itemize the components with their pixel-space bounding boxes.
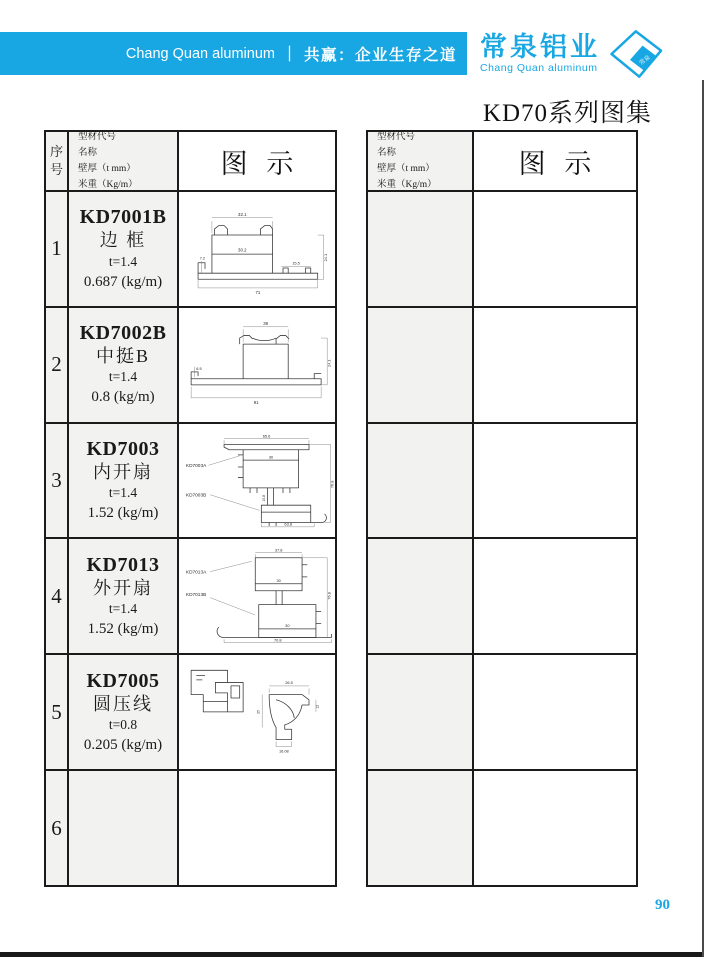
header-seq xyxy=(46,132,67,190)
row-info-empty xyxy=(368,424,472,538)
profile-weight: 0.8 (kg/m) xyxy=(91,389,155,406)
row-diagram-cell xyxy=(177,655,335,769)
row-info-empty xyxy=(368,655,472,769)
svg-text:30: 30 xyxy=(276,578,281,584)
row-info-empty xyxy=(368,539,472,653)
svg-text:70.8: 70.8 xyxy=(274,637,282,643)
table-row-4 xyxy=(46,537,335,653)
table-row-3 xyxy=(46,422,335,538)
svg-text:76.8: 76.8 xyxy=(326,592,332,601)
profile-weight: 1.52 (kg/m) xyxy=(87,505,159,522)
table-row-2 xyxy=(46,306,335,422)
header-diagram: 图 示 xyxy=(177,132,335,190)
svg-text:39: 39 xyxy=(263,320,269,326)
svg-text:24.1: 24.1 xyxy=(323,253,329,262)
profile-code: KD7003 xyxy=(86,437,160,460)
row-diagram-cell xyxy=(177,771,335,885)
profile-drawing-kd7013 xyxy=(179,539,335,653)
row-diagram-empty xyxy=(472,655,636,769)
table-row-5 xyxy=(46,653,335,769)
svg-text:26.5: 26.5 xyxy=(285,680,293,686)
header-seq-label: 序号 xyxy=(50,144,64,177)
row-info xyxy=(67,539,177,653)
row-seq: 3 xyxy=(46,424,67,538)
profile-name: 内开扇 xyxy=(93,461,153,482)
profile-name: 边 框 xyxy=(99,230,147,251)
row-diagram-empty xyxy=(472,192,636,306)
header-info xyxy=(67,132,177,190)
svg-text:KD7013B: KD7013B xyxy=(185,593,207,599)
svg-text:KD7013A: KD7013A xyxy=(185,570,207,576)
row-info xyxy=(67,424,177,538)
svg-text:15.5: 15.5 xyxy=(292,260,300,266)
svg-text:24.1: 24.1 xyxy=(326,359,332,367)
svg-text:30.2: 30.2 xyxy=(238,247,247,253)
row-info-empty xyxy=(368,771,472,885)
row-info-empty xyxy=(368,308,472,422)
svg-text:71: 71 xyxy=(255,289,261,295)
svg-text:KD7003B: KD7003B xyxy=(185,493,207,499)
profile-code: KD7001B xyxy=(79,206,167,229)
banner-slogan: 共赢：企业生存之道 xyxy=(303,46,457,64)
svg-text:30: 30 xyxy=(268,454,274,460)
svg-text:63.8: 63.8 xyxy=(284,521,292,527)
profile-table-left xyxy=(44,130,337,887)
svg-text:37.8: 37.8 xyxy=(274,548,283,554)
row-diagram-empty xyxy=(472,771,636,885)
svg-text:76.8: 76.8 xyxy=(329,480,335,488)
logo-name-en: Chang Quan aluminum xyxy=(480,62,598,74)
profile-weight: 1.52 (kg/m) xyxy=(87,621,159,638)
table-row-1 xyxy=(46,190,335,306)
empty-row xyxy=(368,537,636,653)
profile-drawing-kd7003 xyxy=(179,424,335,538)
logo-name-cn: 常泉铝业 xyxy=(480,32,600,62)
banner-divider: ｜ xyxy=(281,47,297,63)
header-info-line: 型材代号 xyxy=(377,131,416,142)
header-info-line: 名称 xyxy=(78,147,98,158)
header-info-line: 米重（Kg/m） xyxy=(377,180,437,191)
row-diagram-cell xyxy=(177,308,335,422)
header-diagram: 图 示 xyxy=(472,132,636,190)
profile-name: 中挺B xyxy=(95,346,150,367)
row-info xyxy=(67,192,177,306)
empty-row xyxy=(368,306,636,422)
svg-text:KD7003A: KD7003A xyxy=(185,463,207,469)
profile-weight: 0.687 (kg/m) xyxy=(83,273,163,290)
profile-name: 圆压线 xyxy=(93,693,153,714)
row-seq: 6 xyxy=(46,771,67,885)
profile-drawing-kd7005 xyxy=(179,655,335,769)
profile-thickness: t=1.4 xyxy=(108,253,138,269)
empty-row xyxy=(368,190,636,306)
profile-thickness: t=1.4 xyxy=(108,369,138,385)
page-title: KD70系列图集 xyxy=(482,100,652,127)
profile-drawing-kd7002b xyxy=(179,308,335,422)
row-info-empty xyxy=(368,192,472,306)
row-diagram-cell xyxy=(177,539,335,653)
profile-code: KD7002B xyxy=(79,322,167,345)
header-info xyxy=(368,132,472,190)
logo-mark-text: 常泉 xyxy=(638,54,652,67)
profile-thickness: t=1.4 xyxy=(108,485,138,501)
svg-text:65.6: 65.6 xyxy=(262,433,271,439)
svg-text:16.08: 16.08 xyxy=(278,748,289,754)
profile-name: 外开扇 xyxy=(93,577,153,598)
svg-text:6.5: 6.5 xyxy=(196,365,202,371)
row-info xyxy=(67,308,177,422)
table-header-row xyxy=(368,132,636,190)
header-info-line: 名称 xyxy=(377,147,397,158)
row-info xyxy=(67,771,177,885)
svg-text:12: 12 xyxy=(315,705,320,709)
svg-text:32.1: 32.1 xyxy=(238,211,247,217)
svg-text:91: 91 xyxy=(253,399,259,405)
empty-row xyxy=(368,422,636,538)
company-logo xyxy=(474,28,704,80)
header-info-line: 米重（Kg/m） xyxy=(78,180,138,191)
empty-row xyxy=(368,653,636,769)
table-row-6 xyxy=(46,769,335,885)
row-seq: 1 xyxy=(46,192,67,306)
svg-text:25: 25 xyxy=(256,710,261,715)
profile-table-right xyxy=(366,130,638,887)
profile-drawing-kd7001b xyxy=(179,192,335,306)
row-diagram-empty xyxy=(472,424,636,538)
row-seq: 4 xyxy=(46,539,67,653)
row-info xyxy=(67,655,177,769)
row-seq: 2 xyxy=(46,308,67,422)
row-diagram-cell xyxy=(177,424,335,538)
row-seq: 5 xyxy=(46,655,67,769)
table-header-row xyxy=(46,132,335,190)
header-info-line: 壁厚（t mm） xyxy=(377,164,435,174)
header-info-line: 壁厚（t mm） xyxy=(78,164,136,174)
profile-code: KD7013 xyxy=(86,553,160,576)
logo-text-block xyxy=(480,34,600,74)
svg-text:30: 30 xyxy=(285,623,290,629)
empty-row xyxy=(368,769,636,885)
svg-text:7.2: 7.2 xyxy=(199,255,206,261)
banner-company-en: Chang Quan aluminum xyxy=(125,45,275,62)
profile-code: KD7005 xyxy=(86,669,160,692)
row-diagram-empty xyxy=(472,308,636,422)
row-diagram-empty xyxy=(472,539,636,653)
header-info-line: 型材代号 xyxy=(78,131,117,142)
diamond-logo-icon xyxy=(604,28,666,80)
svg-text:15.8: 15.8 xyxy=(261,494,266,502)
row-diagram-cell xyxy=(177,192,335,306)
page-bottom-edge xyxy=(0,952,704,957)
page-number: 90 xyxy=(655,897,670,913)
profile-weight: 0.205 (kg/m) xyxy=(83,736,163,753)
profile-thickness: t=0.8 xyxy=(108,716,138,732)
header-banner xyxy=(0,32,467,75)
profile-thickness: t=1.4 xyxy=(108,601,138,617)
